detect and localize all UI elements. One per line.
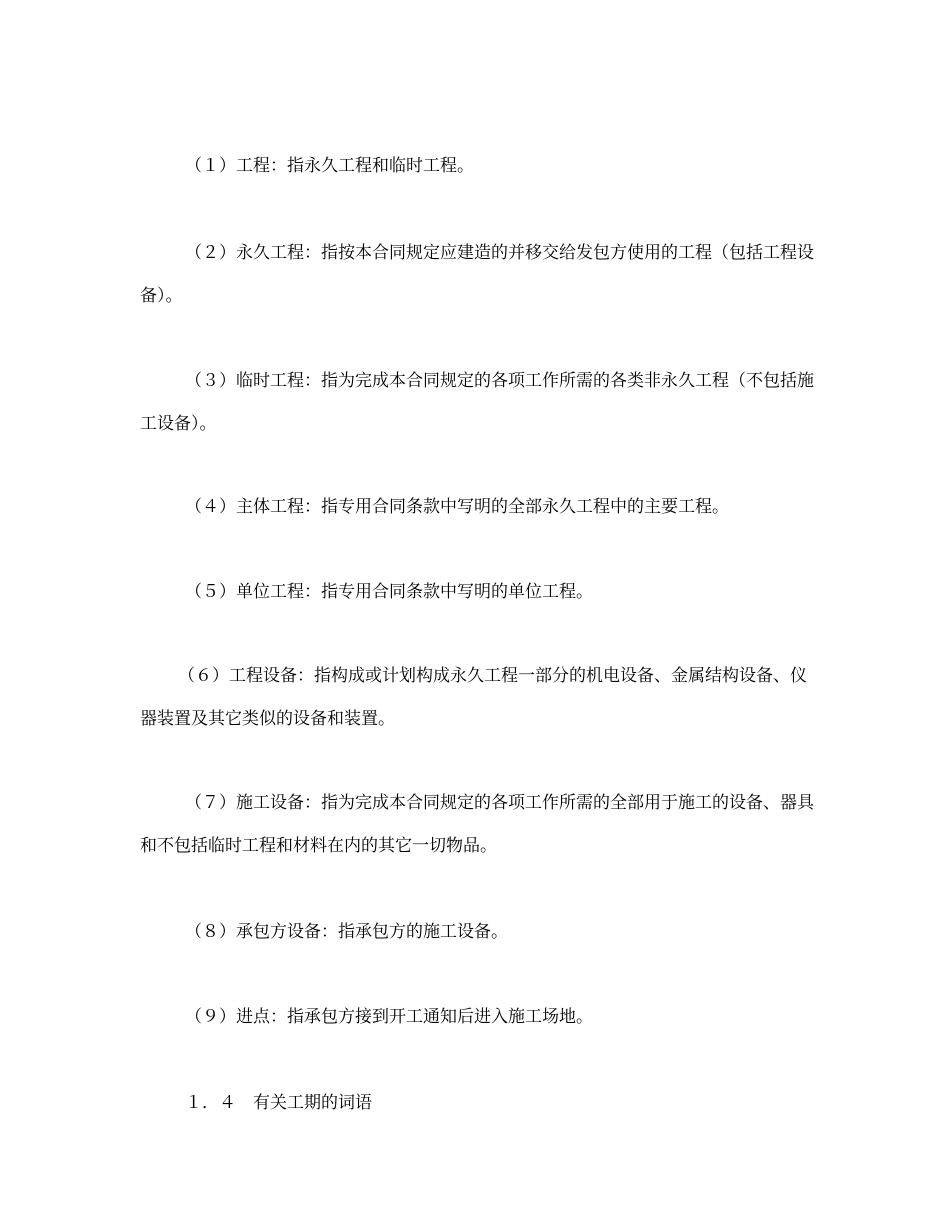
definition-paragraph-2: （２）永久工程：指按本合同规定应建造的并移交给发包方使用的工程（包括工程设备）。	[140, 243, 814, 306]
section-heading: １．４ 有关工期的词语	[185, 1093, 372, 1113]
definition-paragraph-5: （５）单位工程：指专用合同条款中写明的单位工程。	[185, 582, 593, 602]
definition-paragraph-4: （４）主体工程：指专用合同条款中写明的全部永久工程中的主要工程。	[185, 497, 729, 517]
definition-paragraph-7: （７）施工设备：指为完成本合同规定的各项工作所需的全部用于施工的设备、器具和不包括临时工程和材料在内的其它一切物品。	[140, 793, 814, 856]
definition-paragraph-3: （３）临时工程：指为完成本合同规定的各项工作所需的各类非永久工程（不包括施工设备）。	[140, 371, 814, 434]
definition-paragraph-1: （１）工程：指永久工程和临时工程。	[185, 156, 474, 176]
definition-paragraph-8: （８）承包方设备：指承包方的施工设备。	[185, 922, 508, 942]
definition-paragraph-9: （９）进点：指承包方接到开工通知后进入施工场地。	[185, 1007, 593, 1027]
definition-paragraph-6: （６）工程设备：指构成或计划构成永久工程一部分的机电设备、金属结构设备、仪器装置及其它类似的设备和装置。	[140, 666, 807, 729]
